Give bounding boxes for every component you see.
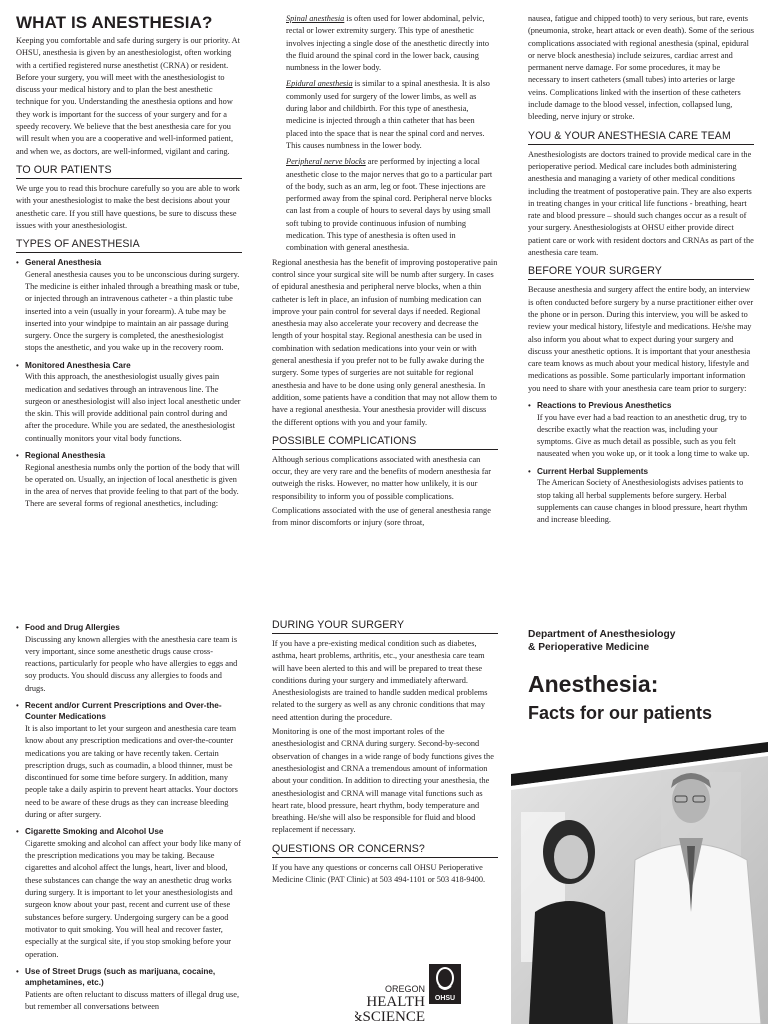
- column-share-info: [16, 622, 242, 1018]
- share-list: [16, 622, 242, 1013]
- list-item-medications: [16, 700, 242, 821]
- list-item-herbal: [528, 466, 754, 527]
- heading-during-surgery: DURING YOUR SURGERY: [272, 619, 498, 634]
- list-item-general: [16, 257, 242, 355]
- epidural-text: is similar to a spinal anesthesia. It is also commonly used for surgery of the lower limbs, as well as during labor and childbirth. For this type of anesthesia, medicine is injected through a thin catheter that has been placed into the space that is near the spinal cord and nerves. This causes numbness in the lower body.: [286, 79, 490, 150]
- ohsu-logo: [355, 962, 465, 1024]
- list-item-smoking: [16, 826, 242, 960]
- during-paragraph-1: If you have a pre-existing medical condition such as diabetes, asthma, heart problems, arthritis, etc., your anesthesia care team will have been alerted to this and will be prepared to treat these conditions during your surgery and immediately afterward. Anesthesiologists are trained to handle sudden medical problems related to the surgery as well as any chronic conditions that may need attention during the procedure.: [272, 639, 488, 722]
- list-item-text: The American Society of Anesthesiologists advises patients to stop taking all herbal supplements before surgery. Herbal supplements can cause changes in blood pressure, heart rhythm and increase bleeding.: [537, 478, 748, 525]
- heading-types-of-anesthesia: TYPES OF ANESTHESIA: [16, 238, 242, 253]
- heading-before-surgery: BEFORE YOUR SURGERY: [528, 265, 754, 280]
- spinal-term: Spinal anesthesia: [286, 14, 345, 23]
- woman-body: [529, 901, 613, 1024]
- list-item-text: With this approach, the anesthesiologist usually gives pain medication and sedatives through an intravenous line. The surgeon or anesthesiologist will also inject local anesthetic under the skin. This will provide additional pain control during and after the procedure. While you are sedated, the anesthesiologist continually monitors your vital body functions.: [25, 372, 241, 443]
- list-item-title: • Use of Street Drugs (such as marijuana, cocaine, amphetamines, etc.): [25, 966, 216, 988]
- epidural-term: Epidural anesthesia: [286, 79, 353, 89]
- department-line-1: Department of Anesthesiology: [528, 629, 676, 640]
- page-main-heading: WHAT IS ANESTHESIA?: [16, 13, 213, 32]
- nerve-text: are performed by injecting a local anesthetic close to the major nerves that go to a particular part of the body, such as an arm, leg or foot. These injections are performed away from the spinal cord. Peripheral nerve blocks can last from a couple of hours to several days by using small soft tubing to provide continuous infusion of numbing medication. This type of anesthesia is often used in combination with general anesthesia.: [286, 157, 493, 253]
- intro-paragraph: Keeping you comfortable and safe during surgery is our priority. At OHSU, anesthesia is given by an anesthesiologist, often working with a certified registered nurse anesthetist (CRNA) or resident. Before your surgery, you will meet with the anesthesiologist to discuss your medical history and to plan the best anesthetic technique for you. Understanding the anesthesia options and how they work is important for the success of your surgery and for a speedy recovery. We believe that the best anesthesia care for you will result when you are a cooperative and well-informed patient, and when we, as doctors, are well-informed, vigilant and caring.: [16, 36, 240, 156]
- epidural-paragraph: [286, 78, 498, 152]
- logo-badge-text: OHSU: [434, 995, 456, 1002]
- list-item-monitored: [16, 360, 242, 445]
- before-list: [528, 400, 754, 526]
- nerve-term: Peripheral nerve blocks: [286, 157, 366, 167]
- during-paragraph-2: Monitoring is one of the most important roles of the anesthesiologist and CRNA during surgery. Second-by-second observation of changes in a wide range of body functions gives the anesthesiologist and CRNA a tremendous amount of information about your condition. In addition to directing your anesthesia, the anesthesiologist and CRNA will manage vital functions such as heart rate, blood pressure, heart rhythm, body temperature and breathing. He/she will also be responsible for fluid and blood replacement if necessary.: [272, 727, 494, 835]
- complications-paragraph-1: Although serious complications associated with anesthesia can occur, they are very rare and the benefits of modern anesthesia far outweigh the risks. However, no matter how unlikely, it is our responsibility to inform you of possible complications.: [272, 454, 491, 501]
- column-care-team: [528, 13, 754, 531]
- column-regional-types: [272, 13, 498, 532]
- cover-photo-illustration: [511, 742, 768, 1024]
- column-what-is-anesthesia: [16, 13, 242, 516]
- logo-line-3: &SCIENCE: [355, 1009, 425, 1024]
- list-item-text: Discussing any known allergies with the anesthesia care team is very important, since some anesthetic drugs cause cross-reactions, particularly for people who have allergies to eggs and soy products. You should discuss any allergies to foods and drugs.: [25, 634, 238, 693]
- list-item-text: Cigarette smoking and alcohol can affect your body like many of the prescription medications you may be taking. Because cigarettes and alcohol affect the lungs, heart, liver and blood, these substances can change the way an anesthetic drug works during surgery. It is important to let your anesthesiologists and surgeon know about your past, recent and current use of these substances before surgery. Undergoing surgery can be a good motivator to quit smoking. You will heal and recover faster, especially at the surgical site, if you stop smoking before your operation.: [25, 838, 241, 959]
- regional-benefit-paragraph: Regional anesthesia has the benefit of improving postoperative pain control since your surgical site will be numb after surgery. In cases of epidural anesthesia and peripheral nerve blocks, when a thin catheter is left in place, an infusion of numbing medication can improve your pain control for several days if needed. Regional anesthesia may also accelerate your recovery and decrease the length of your hospital stay. Regional anesthesia can be used in combination with sedation medications into your vein or with general anesthesia if you prefer not to be fully awake during the surgery. Some types of surgeries are not suitable for regional anesthesia and have to be done using only general anesthesia. In addition, some patients have a condition that may not allow them to have a regional anesthesia. Your anesthesia provider will discuss the different options with you and your family.: [272, 257, 498, 427]
- heading-questions: QUESTIONS OR CONCERNS?: [272, 843, 498, 858]
- heading-possible-complications: POSSIBLE COMPLICATIONS: [272, 435, 498, 450]
- list-item-title: • Monitored Anesthesia Care: [25, 360, 131, 370]
- list-item-text: General anesthesia causes you to be unconscious during surgery. The medicine is either inhaled through a breathing mask or tube, or injected through an intravenous catheter - a thin plastic tube inserted into a vein (usually in your forearm). A tube may be inserted into your windpipe to maintain an air passage during surgery. Once the surgery is completed, the anesthesiologist stops the anesthetic, and you wake up in the recovery room.: [25, 269, 240, 353]
- logo-line-1: OREGON: [384, 984, 425, 994]
- logo-line-2: HEALTH: [366, 994, 425, 1010]
- list-item-title: • Reactions to Previous Anesthetics: [537, 401, 672, 411]
- department-name: [528, 628, 675, 654]
- list-item-regional: [16, 450, 242, 511]
- woman-face: [554, 835, 588, 879]
- ohsu-logo-graphic: [355, 962, 465, 1024]
- list-item-title: • Food and Drug Allergies: [25, 623, 120, 632]
- spinal-paragraph: [286, 13, 498, 74]
- heading-care-team: YOU & YOUR ANESTHESIA CARE TEAM: [528, 130, 754, 145]
- department-line-2: & Perioperative Medicine: [528, 642, 650, 653]
- list-item-text: It is also important to let your surgeon and anesthesia care team know about any prescription medications and over-the-counter medications you are taking or have recently taken. Certain prescription drugs, such as coumadin, a blood thinner, must be discontinued for some time before surgery. In addition, many people take a daily aspirin to prevent heart attacks. Your doctors need to be aware of these drugs as they can increase bleeding during or after surgery.: [25, 723, 238, 820]
- heading-to-our-patients: TO OUR PATIENTS: [16, 164, 242, 179]
- list-item-title: • Recent and/or Current Prescriptions and Over-the-Counter Medications: [25, 700, 222, 722]
- spinal-text: is often used for lower abdominal, pelvic, rectal or lower extremity surgery. This type of anesthetic involves injecting a single dose of the anesthetic directly into the fluid around the spinal cord in the lower back, causing numbness in the lower body.: [286, 14, 489, 73]
- patients-paragraph: We urge you to read this brochure carefully so you are able to work with your anesthesiologist to make the best decisions about your anesthetic care. If you still have questions, be sure to discuss these issues with your anesthesiologist.: [16, 183, 240, 230]
- list-item-title: • Cigarette Smoking and Alcohol Use: [25, 827, 164, 837]
- list-item-allergies: [16, 622, 242, 695]
- cover-title: Anesthesia:: [528, 671, 659, 697]
- column-during-surgery: [272, 617, 498, 888]
- team-paragraph: Anesthesiologists are doctors trained to provide medical care in the perioperative period. Medical care includes both administering anesthesia and managing a variety of other medical conditions including the treatment of postoperative pain. They are also experts in treating changes in your critical life functions - breathing, heart rate and blood pressure – should such changes occur as a result of your surgery. Anesthesiologists at OHSU either provide direct patient care or work with resident doctors and CRNAs as part of the anesthesia care team.: [528, 149, 754, 258]
- questions-paragraph: If you have any questions or concerns call OHSU Perioperative Medicine Clinic (PAT Clinic) at 503 494-1101 or 503 418-9400.: [272, 862, 486, 885]
- list-item-text: Regional anesthesia numbs only the portion of the body that will be operated on. Usually, an injection of local anesthetic is given in the area of nerves that provide feeling to that part of the body. There are several forms of regional anesthetics, including:: [25, 462, 240, 509]
- cover-photo: [511, 742, 768, 1024]
- list-item-title: • General Anesthesia: [25, 258, 102, 268]
- complications-paragraph-2: Complications associated with the use of general anesthesia range from minor discomforts or injury (sore throat,: [272, 505, 491, 528]
- man-face: [672, 777, 710, 823]
- list-item-title: • Current Herbal Supplements: [537, 466, 649, 476]
- list-item-text: Patients are often reluctant to discuss matters of illegal drug use, but remember all conversations between: [25, 989, 240, 1012]
- list-item-text: If you have ever had a bad reaction to an anesthetic drug, try to describe exactly what the reaction was, including your symptoms. Give as much detail as possible, such as you felt nauseated when you woke up, or it took a long time to wake up.: [537, 412, 750, 459]
- nerve-paragraph: [286, 156, 498, 254]
- list-item-street-drugs: [16, 966, 242, 1014]
- cover-subtitle: Facts for our patients: [528, 703, 713, 723]
- list-item-title: • Regional Anesthesia: [25, 451, 106, 461]
- list-item-reactions: [528, 400, 754, 461]
- types-list: [16, 257, 242, 511]
- complications-continued: nausea, fatigue and chipped tooth) to very serious, but rare, events (pneumonia, stroke, heart attack or even death). Some of the serious complications associated with regional anesthesia (spinal, epidural or nerve block anesthesia) include seizures, cardiac arrest and permanent nerve damage. For some procedures, it may be necessary to insert catheters (small tubes) into arteries or large veins. Complications linked with the insertion of these catheters include damage to the blood vessel, infection, collapsed lung, bleeding, nerve injury or stroke.: [528, 14, 755, 122]
- before-paragraph: Because anesthesia and surgery affect the entire body, an interview is often conducted before surgery by a nurse practitioner either over the phone or in person. During this interview, you will be asked to review your medical history, lifestyle and medications. He/she may also inform you about what to expect during your surgery and discuss your anesthetic options. It is important that your anesthesia care team knows as much about your medical history, lifestyle and medications as possible. Some particularly important information you need to share with your anesthesia care team prior to surgery:: [528, 285, 754, 393]
